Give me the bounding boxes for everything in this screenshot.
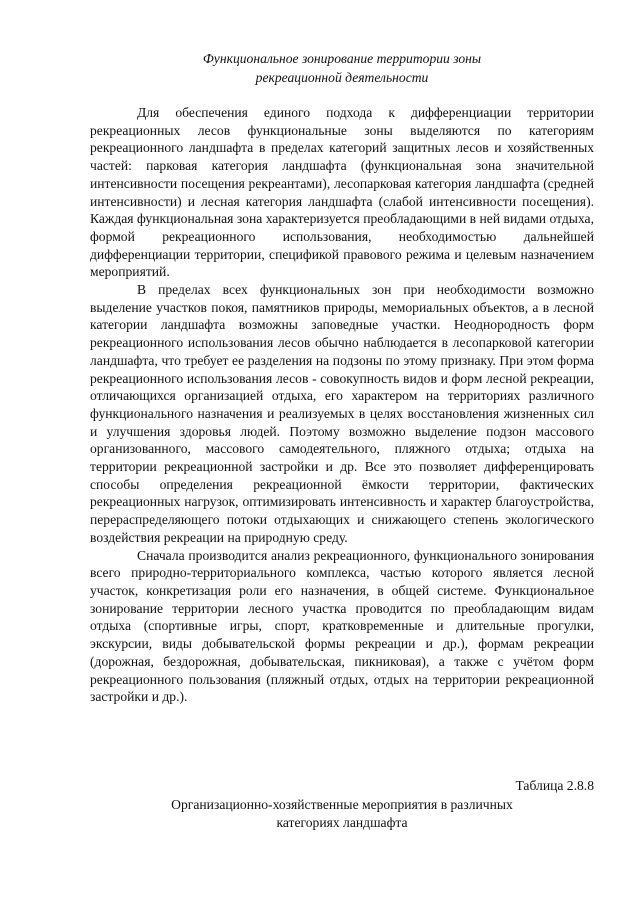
paragraph-1: Для обеспечения единого подхода к дифференциации территории рекреационных лесов функциональные зоны выделяются по категориям рекреационного ландшафта в пределах категорий защитных лесов и хозяйственных частей: парковая категория ландшафта (функциональная зона значительной интенсивности посещения рекреантами), лесопарковая категория ландшафта (средней интенсивности) и лесная категория ландшафта (слабой интенсивности посещения). Каждая функциональная зона характеризуется преобладающими в ней видами отдыха, формой рекреационного использования, необходимостью дальнейшей дифференциации территории, спецификой правового режима и целевым назначением мероприятий.	[90, 105, 594, 280]
table-number: Таблица 2.8.8	[515, 778, 594, 793]
table-title	[90, 796, 594, 832]
section-heading-line-1: Функциональное зонирование территории зоны	[202, 51, 482, 66]
body-text	[90, 104, 594, 706]
section-heading-line-2: рекреационной деятельности	[255, 70, 429, 85]
paragraph-3: Сначала производится анализ рекреационного, функционального зонирования всего природно-территориального комплекса, частью которого является лесной участок, конкретизация роли его назначения, в общей системе. Функциональное зонирование территории лесного участка проводится по преобладающим видам отдыха (спортивные игры, спорт, кратковременные и длительные прогулки, экскурсии, виды добывательской формы рекреации и др.), формам рекреации (дорожная, бездорожная, добывательская, пикниковая), а также с учётом форм рекреационного пользования (пляжный отдых, отдых на территории рекреационной застройки и др.).	[90, 547, 594, 705]
paragraph-2: В пределах всех функциональных зон при необходимости возможно выделение участков покоя, памятников природы, мемориальных объектов, а в лесной категории ландшафта возможны заповедные участки. Неоднородность форм рекреационного использования лесов обычно наблюдается в лесопарковой категории ландшафта, что требует ее разделения на подзоны по этому признаку. При этом форма рекреационного использования лесов - совокупность видов и форм лесной рекреации, отличающихся организацией отдыха, его характером на территориях различного функционального назначения и реализуемых в целях восстановления жизненных сил и улучшения здоровья людей. Поэтому возможно выделение подзон массового организованного, массового самодеятельного, пляжного отдыха; отдыха на территории рекреационной застройки и др. Все это позволяет дифференцировать способы определения рекреационной ёмкости территории, фактических рекреационных нагрузок, оптимизировать интенсивность и характер благоустройства, перераспределяющего потоки отдыхающих и снижающего степень экологического воздействия рекреации на природную среду.	[90, 282, 594, 545]
table-title-line-2: категориях ландшафта	[276, 815, 408, 830]
table-title-line-1: Организационно-хозяйственные мероприятия в различных	[171, 797, 513, 812]
section-heading	[90, 49, 594, 87]
